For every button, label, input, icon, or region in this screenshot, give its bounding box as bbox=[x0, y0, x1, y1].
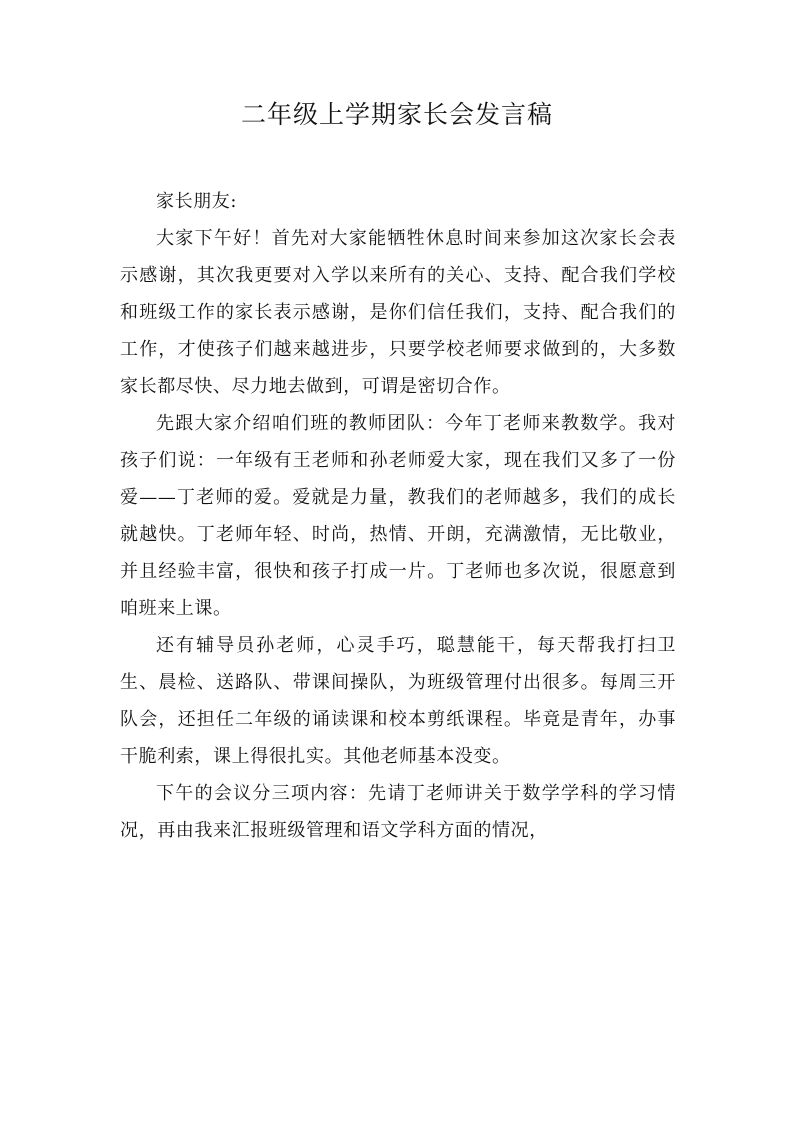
document-body bbox=[120, 183, 676, 849]
salutation: 家长朋友: bbox=[156, 191, 238, 212]
document-title: 二年级上学期家长会发言稿 bbox=[240, 100, 553, 129]
paragraph-2: 先跟大家介绍咱们班的教师团队：今年丁老师来教数学。我对孩子们说：一年级有王老师和孙老师爱大家，现在我们又多了一份爱——丁老师的爱。爱就是力量，教我们的老师越多，我们的成长就越快。丁老师年轻、时尚，热情、开朗，充满激情，无比敬业，并且经验丰富，很快和孩子打成一片。丁老师也多次说，很愿意到咱班来上课。 bbox=[120, 413, 676, 619]
paragraph-1: 大家下午好！首先对大家能牺牲休息时间来参加这次家长会表示感谢，其次我更要对入学以来所有的关心、支持、配合我们学校和班级工作的家长表示感谢，是你们信任我们，支持、配合我们的工作，才使孩子们越来越进步，只要学校老师要求做到的，大多数家长都尽快、尽力地去做到，可谓是密切合作。 bbox=[120, 228, 676, 397]
paragraph-3: 还有辅导员孙老师，心灵手巧，聪慧能干，每天帮我打扫卫生、晨检、送路队、带课间操队，为班级管理付出很多。每周三开队会，还担任二年级的诵读课和校本剪纸课程。毕竟是青年，办事干脆利索，课上得很扎实。其他老师基本没变。 bbox=[120, 635, 676, 767]
paragraph-4: 下午的会议分三项内容：先请丁老师讲关于数学学科的学习情况，再由我来汇报班级管理和语文学科方面的情况， bbox=[120, 783, 676, 841]
